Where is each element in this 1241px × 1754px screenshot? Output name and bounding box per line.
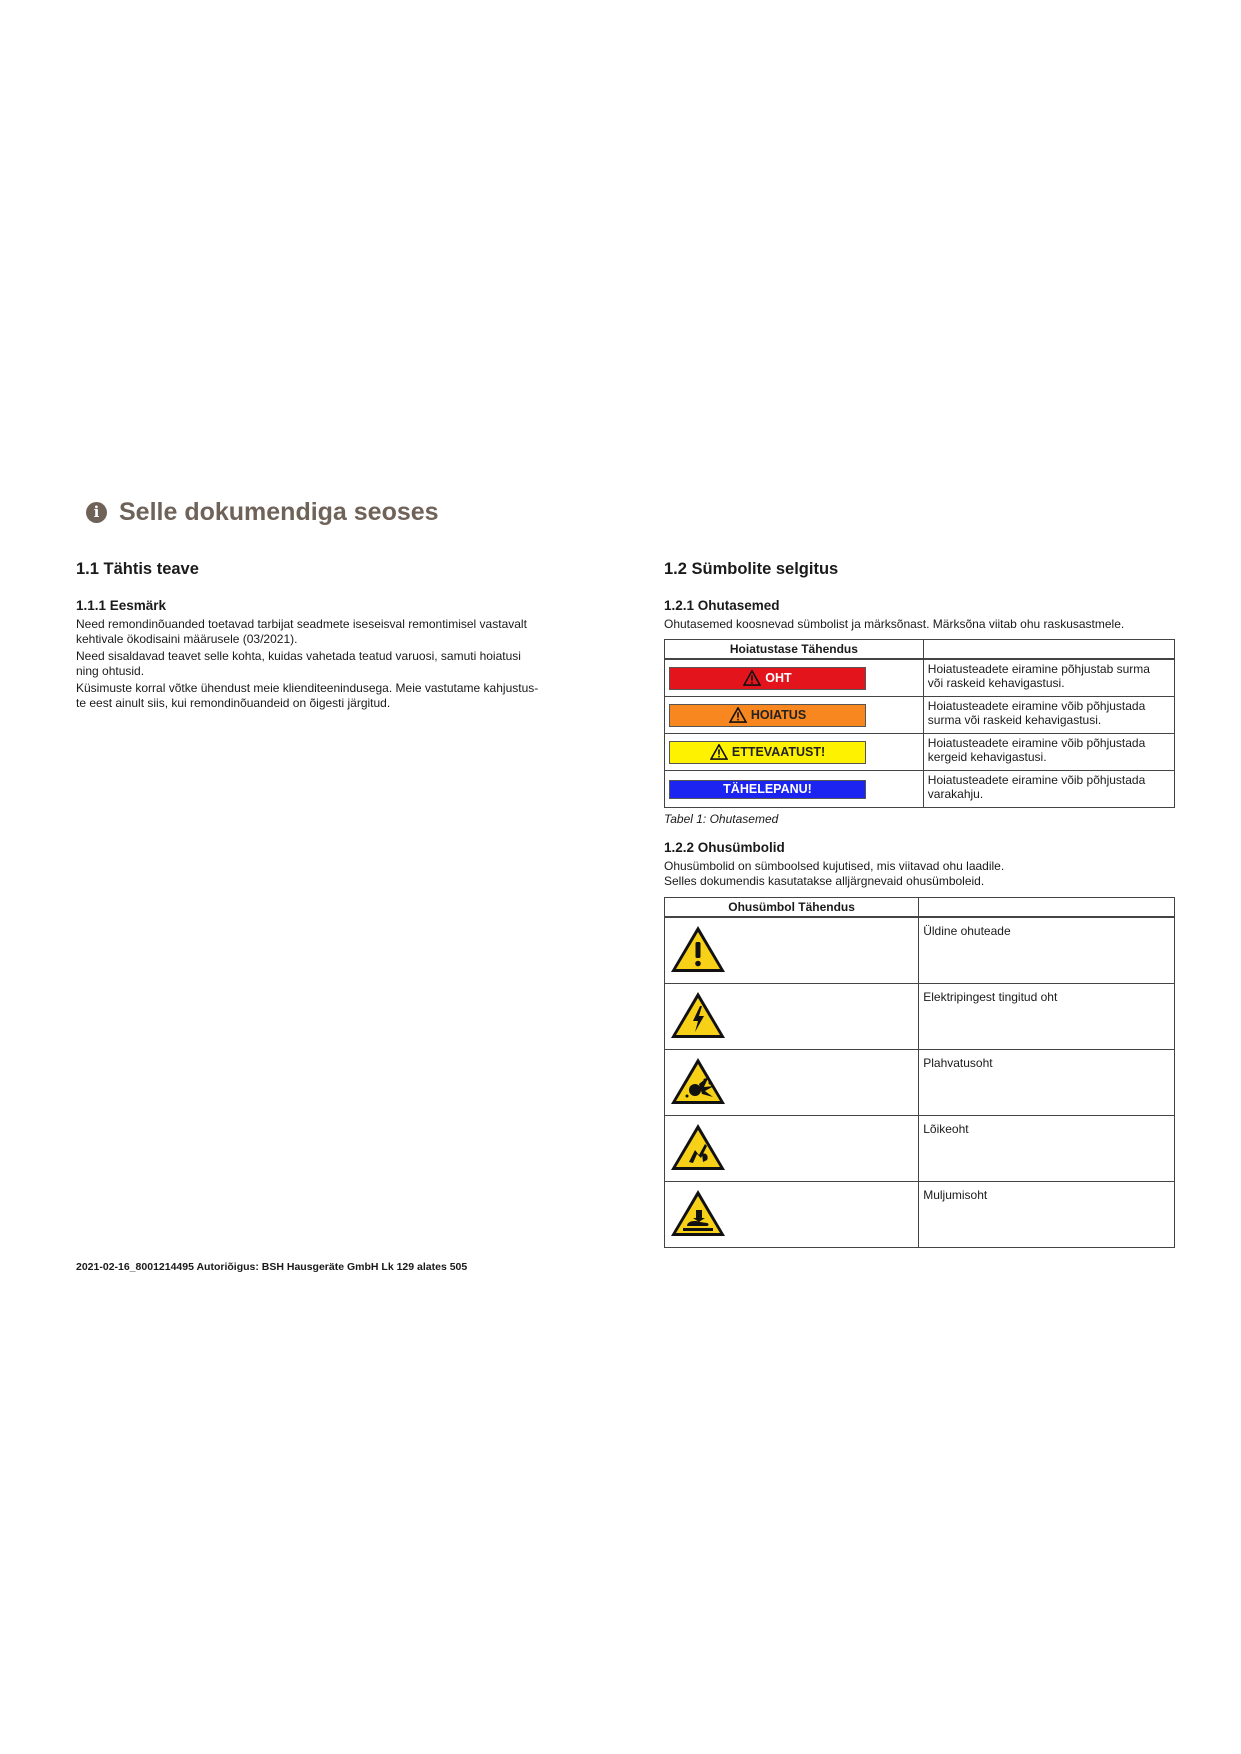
signal-word-danger: OHT xyxy=(669,667,866,690)
table-row: Muljumisoht xyxy=(665,1182,1175,1248)
hazard-symbols-table xyxy=(664,897,1175,1248)
paragraph-contact: Küsimuste korral võtke ühendust meie klienditeenindusega. Meie vastutame kahjustus- te eest ainult siis, kui remondinõuandeid on õigesti järgitud. xyxy=(76,681,539,710)
subsection-heading-1-2-1: 1.2.1 Ohutasemed xyxy=(664,598,780,613)
section-heading-1-2: 1.2 Sümbolite selgitus xyxy=(664,560,839,578)
table-header-empty xyxy=(923,640,1174,660)
table-header-level: Hoiatustase Tähendus xyxy=(665,640,924,660)
page-title-text: Selle dokumendiga seoses xyxy=(119,497,439,526)
cut-warning-icon xyxy=(669,1122,727,1172)
hazard-symbols-intro-1: Ohusümbolid on sümboolsed kujutised, mis viitavad ohu laadile. xyxy=(664,859,1005,873)
table-header-empty xyxy=(919,898,1175,918)
hazard-levels-intro: Ohutasemed koosnevad sümbolist ja märksõnast. Märksõna viitab ohu raskusastmele. xyxy=(664,617,1125,631)
general-warning-icon xyxy=(669,924,727,974)
paragraph-content: Need sisaldavad teavet selle kohta, kuidas vahetada teatud varuosi, samuti hoiatusi ning ohtusid. xyxy=(76,649,521,678)
warning-triangle-icon xyxy=(743,670,761,686)
table-row: TÄHELEPANU! Hoiatusteadete eiramine võib põhjustada varakahju. xyxy=(665,771,1175,808)
hazard-levels-table xyxy=(664,639,1175,808)
explosion-warning-icon xyxy=(669,1056,727,1106)
table-row: OHT Hoiatusteadete eiramine põhjustab surma või raskeid kehavigastusi. xyxy=(665,659,1175,697)
hazard-symbols-intro-2: Selles dokumendis kasutatakse alljärgnevaid ohusümboleid. xyxy=(664,874,985,888)
table-row: Elektripingest tingitud oht xyxy=(665,984,1175,1050)
info-icon: i xyxy=(86,502,107,523)
subsection-heading-1-2-2: 1.2.2 Ohusümbolid xyxy=(664,840,785,855)
section-heading-1-1: 1.1 Tähtis teave xyxy=(76,560,199,578)
crush-warning-icon xyxy=(669,1188,727,1238)
page-footer: 2021-02-16_8001214495 Autoriõigus: BSH Hausgeräte GmbH Lk 129 alates 505 xyxy=(76,1261,468,1273)
table-row: HOIATUS Hoiatusteadete eiramine võib põhjustada surma või raskeid kehavigastusi. xyxy=(665,697,1175,734)
right-column xyxy=(664,560,1176,1248)
table-caption: Tabel 1: Ohutasemed xyxy=(664,812,779,826)
warning-triangle-icon xyxy=(710,744,728,760)
warning-triangle-icon xyxy=(729,707,747,723)
table-header-symbol: Ohusümbol Tähendus xyxy=(665,898,919,918)
table-row: Üldine ohuteade xyxy=(665,917,1175,984)
table-row: ETTEVAATUST! Hoiatusteadete eiramine võib põhjustada kergeid kehavigastusi. xyxy=(665,734,1175,771)
paragraph-purpose: Need remondinõuanded toetavad tarbijat seadmete iseseisval remontimisel vastavalt kehtivale ökodisaini määrusele (03/2021). xyxy=(76,617,527,646)
table-row: Plahvatusoht xyxy=(665,1050,1175,1116)
electricity-warning-icon xyxy=(669,990,727,1040)
left-column xyxy=(76,560,596,713)
table-row: Lõikeoht xyxy=(665,1116,1175,1182)
subsection-heading-1-1-1: 1.1.1 Eesmärk xyxy=(76,598,167,613)
signal-word-notice: TÄHELEPANU! xyxy=(669,780,866,799)
page-title xyxy=(86,492,439,532)
signal-word-caution: ETTEVAATUST! xyxy=(669,741,866,764)
signal-word-warning: HOIATUS xyxy=(669,704,866,727)
